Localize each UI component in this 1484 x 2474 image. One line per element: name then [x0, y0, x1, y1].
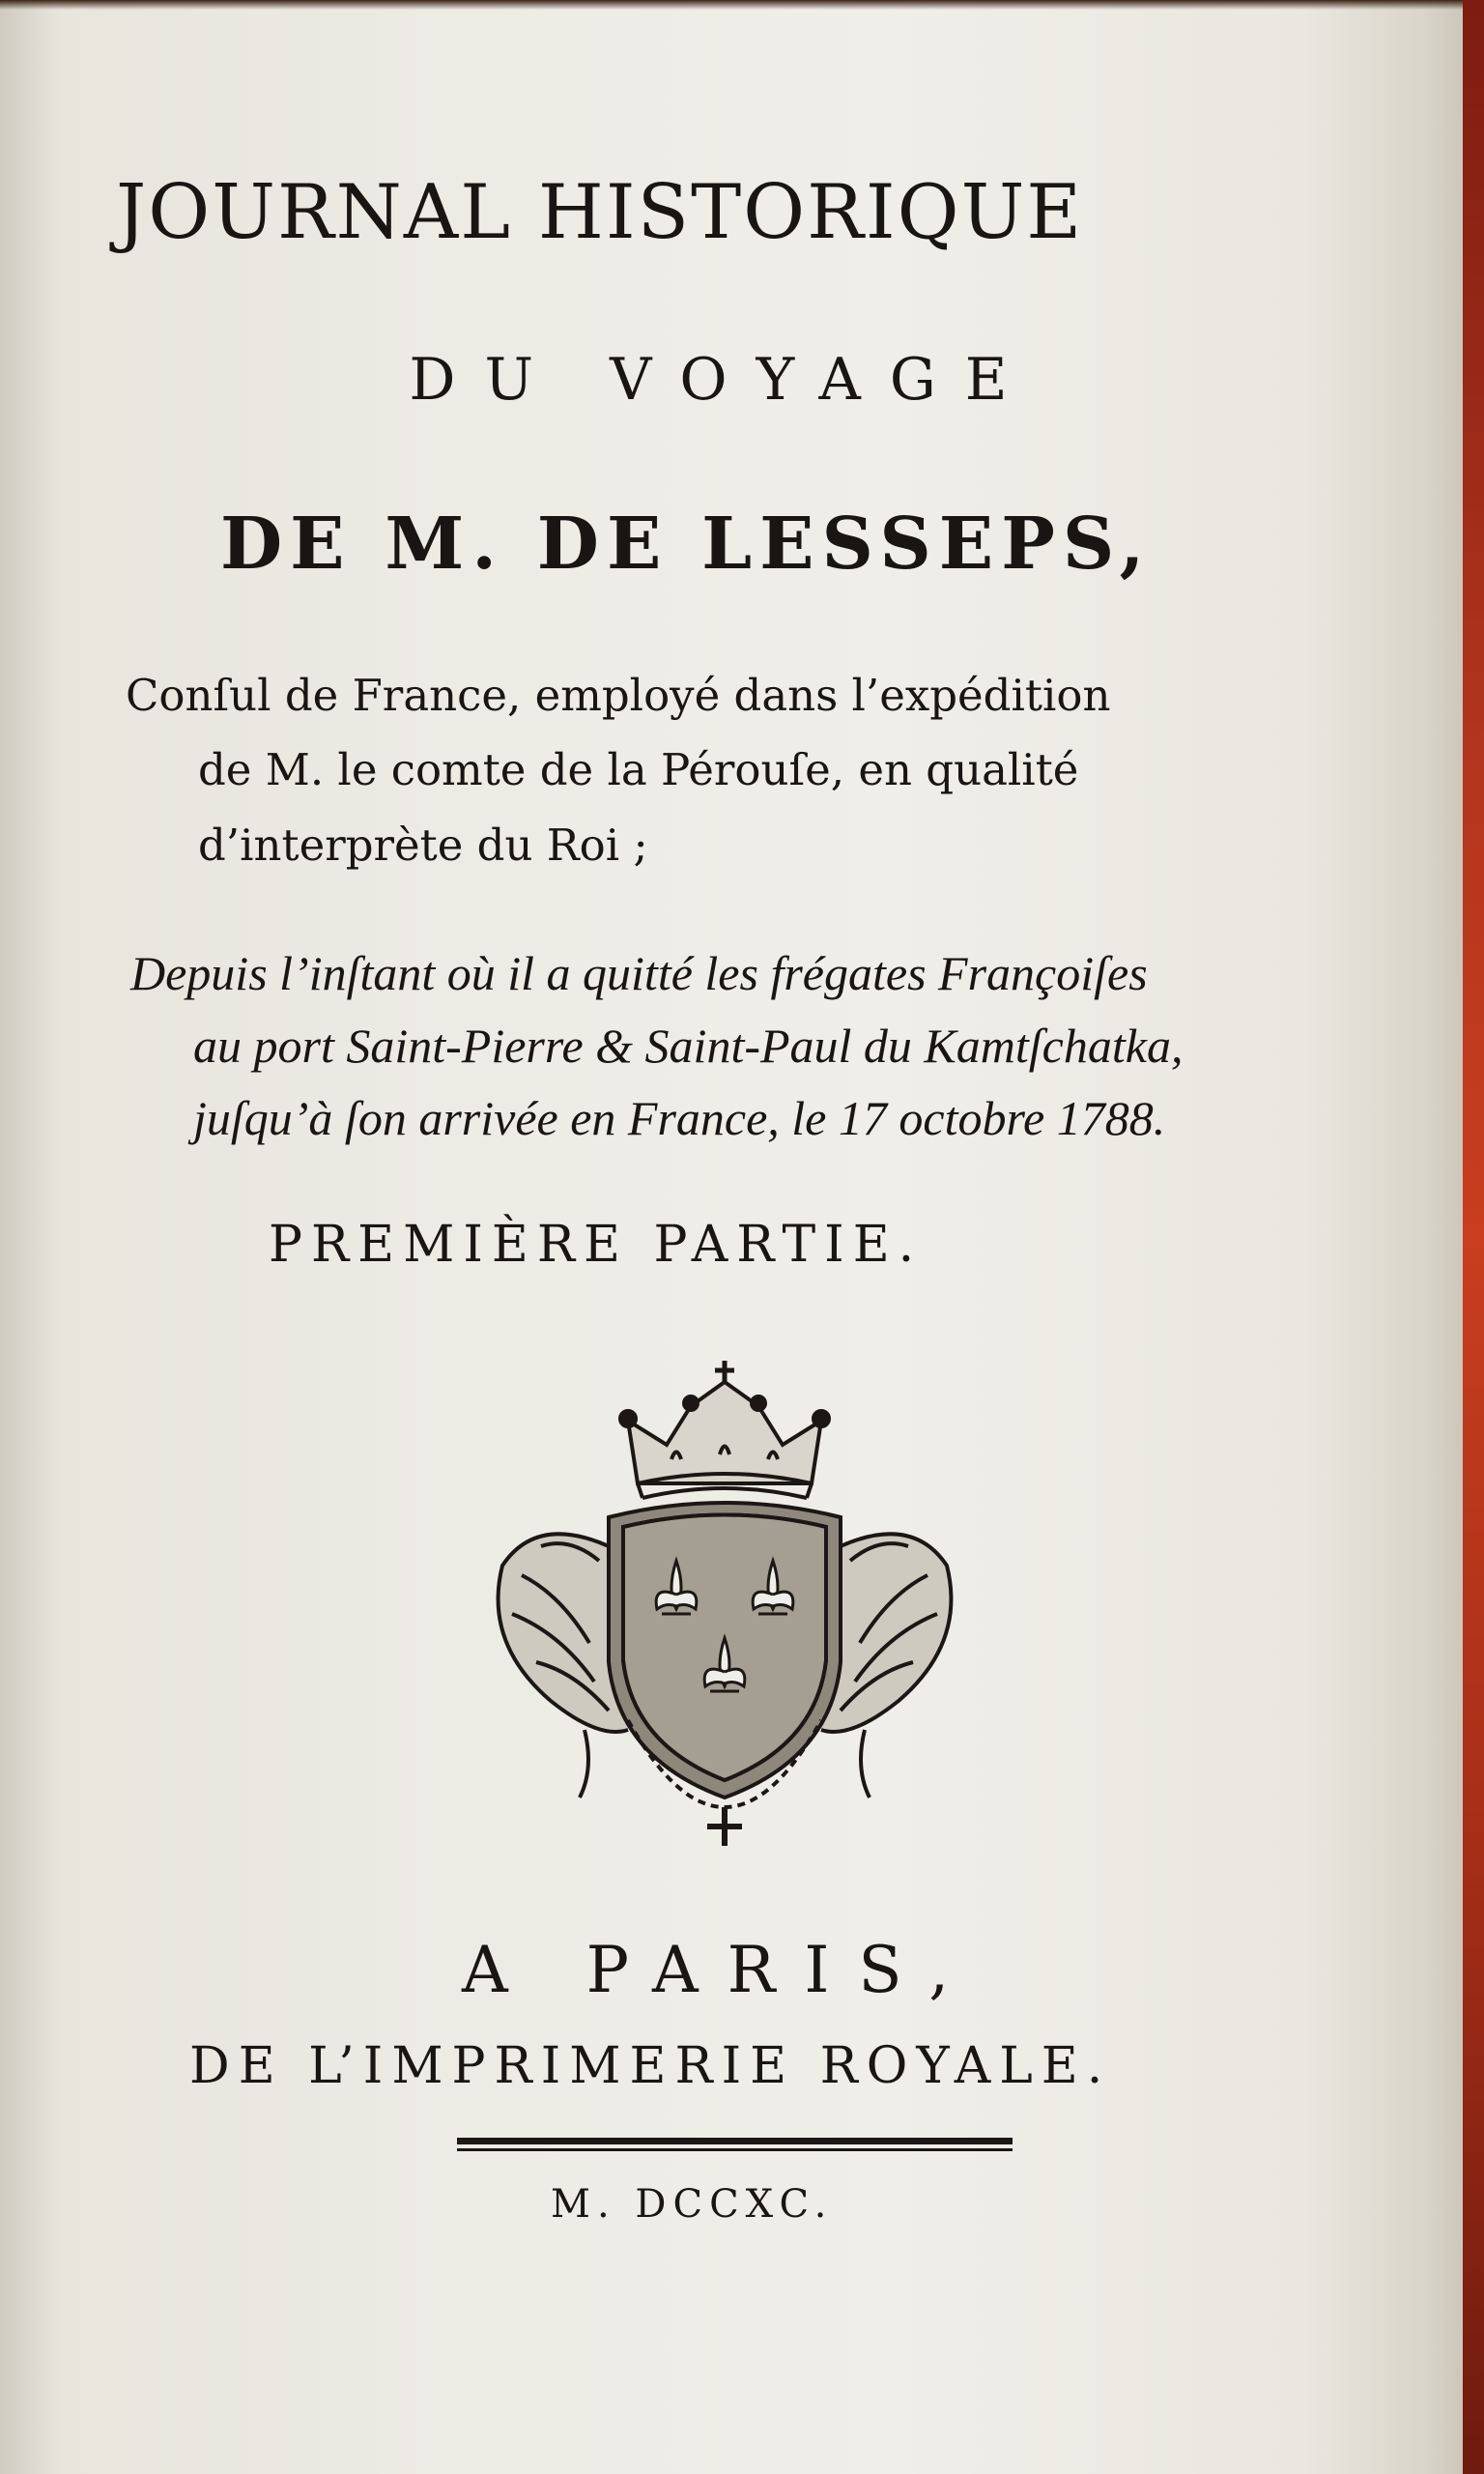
part-heading: PREMIÈRE PARTIE.	[269, 1216, 924, 1274]
title-line-3: DE M. DE LESSEPS,	[220, 503, 1153, 586]
crown-icon	[620, 1361, 829, 1498]
italic-line-2: au port Saint-Pierre & Saint-Paul du Kamtſchatka,	[193, 1019, 1184, 1073]
subtitle-line-3: d’interprète du Roi ;	[198, 820, 648, 871]
publication-year: M. DCCXC.	[551, 2182, 834, 2227]
imprint-printer: DE L’IMPRIMERIE ROYALE.	[189, 2037, 1112, 2095]
imprint-city: A PARIS,	[462, 1933, 979, 2007]
subtitle-line-1: Conſul de France, employé dans l’expédition	[126, 670, 1111, 721]
title-line-2: DU VOYAGE	[409, 346, 1037, 414]
double-rule-divider	[457, 2136, 1013, 2155]
italic-line-3: juſqu’à ſon arrivée en France, le 17 octobre 1788.	[193, 1091, 1166, 1145]
top-edge-shadow	[0, 0, 1484, 10]
italic-line-1: Depuis l’inſtant où il a quitté les frégates Françoiſes	[130, 946, 1148, 1000]
title-line-1: JOURNAL HISTORIQUE	[116, 169, 1084, 256]
royal-arms-emblem	[483, 1353, 966, 1856]
subtitle-line-2: de M. le comte de la Pérouſe, en qualité	[198, 744, 1079, 795]
